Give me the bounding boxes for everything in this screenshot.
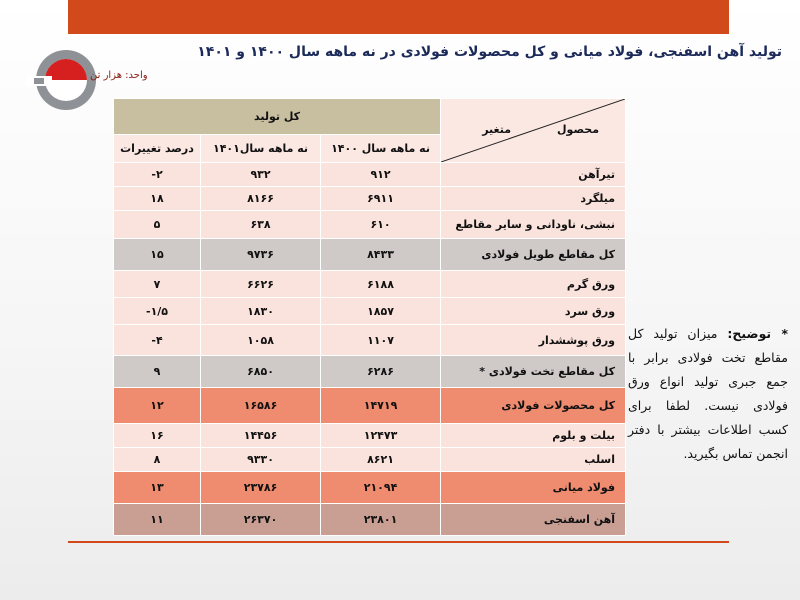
value-1401: ۶۶۲۶ (201, 271, 321, 298)
value-1400: ۶۱۸۸ (321, 271, 441, 298)
table-row (114, 211, 626, 239)
column-header-1400: نه ماهه سال ۱۴۰۰ (321, 135, 441, 163)
value-1400: ۶۲۸۶ (321, 356, 441, 388)
value-1400: ۸۶۲۱ (321, 448, 441, 472)
group-header-total-production: کل تولید (114, 99, 441, 135)
top-accent-bar (68, 0, 729, 34)
value-1401: ۹۷۳۶ (201, 239, 321, 271)
value-change: ۴- (114, 325, 201, 356)
page-title: تولید آهن اسفنجی، فولاد میانی و کل محصولات فولادی در نه ماهه سال ۱۴۰۰ و ۱۴۰۱ (197, 44, 782, 60)
row-name: نبشی، ناودانی و سایر مقاطع (441, 211, 626, 239)
value-1400: ۹۱۲ (321, 163, 441, 187)
row-name: فولاد میانی (441, 472, 626, 504)
table-row (114, 356, 626, 388)
value-change: ۱۱ (114, 504, 201, 536)
row-name: میلگرد (441, 187, 626, 211)
row-name: اسلب (441, 448, 626, 472)
value-1401: ۱۸۳۰ (201, 298, 321, 325)
value-change: ۱۸ (114, 187, 201, 211)
production-table (113, 98, 626, 536)
value-1401: ۱۴۴۵۶ (201, 424, 321, 448)
value-change: ۷ (114, 271, 201, 298)
note-text: میزان تولید کل مقاطع تخت فولادی برابر با جمع جبری تولید انواع ورق فولادی نیست. لطفا برای کسب اطلاعات بیشتر با دفتر انجمن تماس بگیرید. (628, 326, 788, 461)
value-1401: ۶۸۵۰ (201, 356, 321, 388)
table-row (114, 472, 626, 504)
column-header-1401: نه ماهه سال۱۴۰۱ (201, 135, 321, 163)
header-corner-cell (441, 99, 626, 163)
value-1401: ۹۳۳۰ (201, 448, 321, 472)
unit-label: واحد: هزار تن (90, 70, 148, 81)
column-header-change: درصد تغییرات (114, 135, 201, 163)
row-name: کل محصولات فولادی (441, 388, 626, 424)
table-row (114, 388, 626, 424)
row-name: آهن اسفنجی (441, 504, 626, 536)
value-1400: ۶۱۰ (321, 211, 441, 239)
value-1400: ۱۱۰۷ (321, 325, 441, 356)
value-1400: ۲۳۸۰۱ (321, 504, 441, 536)
value-change: ۱۲ (114, 388, 201, 424)
row-name: بیلت و بلوم (441, 424, 626, 448)
value-1401: ۶۳۸ (201, 211, 321, 239)
row-name: ورق گرم (441, 271, 626, 298)
table-row (114, 325, 626, 356)
value-1401: ۲۳۷۸۶ (201, 472, 321, 504)
row-name: ورق سرد (441, 298, 626, 325)
row-name: ورق پوششدار (441, 325, 626, 356)
value-change: ۱۳ (114, 472, 201, 504)
table-row (114, 163, 626, 187)
value-1400: ۱۴۷۱۹ (321, 388, 441, 424)
value-1400: ۱۸۵۷ (321, 298, 441, 325)
value-change: ۲- (114, 163, 201, 187)
value-change: ۱۶ (114, 424, 201, 448)
table-row (114, 424, 626, 448)
row-name: کل مقاطع تخت فولادی * (441, 356, 626, 388)
value-change: ۱/۵- (114, 298, 201, 325)
value-1400: ۸۴۳۳ (321, 239, 441, 271)
value-1401: ۱۶۵۸۶ (201, 388, 321, 424)
table-row (114, 239, 626, 271)
table-row (114, 187, 626, 211)
value-1401: ۲۶۳۷۰ (201, 504, 321, 536)
association-logo (20, 44, 100, 114)
value-1401: ۸۱۶۶ (201, 187, 321, 211)
table-row (114, 298, 626, 325)
corner-product-label: محصول (557, 123, 600, 136)
explanation-note (628, 322, 788, 466)
value-1401: ۹۳۲ (201, 163, 321, 187)
value-1400: ۶۹۱۱ (321, 187, 441, 211)
value-change: ۱۵ (114, 239, 201, 271)
table-row (114, 271, 626, 298)
value-change: ۵ (114, 211, 201, 239)
value-1400: ۲۱۰۹۴ (321, 472, 441, 504)
corner-variable-label: متغیر (482, 123, 512, 136)
value-change: ۹ (114, 356, 201, 388)
table-row (114, 504, 626, 536)
bottom-divider (68, 541, 729, 543)
row-name: تیرآهن (441, 163, 626, 187)
row-name: کل مقاطع طویل فولادی (441, 239, 626, 271)
note-label: * توضیح: (727, 326, 788, 341)
table-row (114, 448, 626, 472)
value-change: ۸ (114, 448, 201, 472)
value-1401: ۱۰۵۸ (201, 325, 321, 356)
value-1400: ۱۲۴۷۳ (321, 424, 441, 448)
